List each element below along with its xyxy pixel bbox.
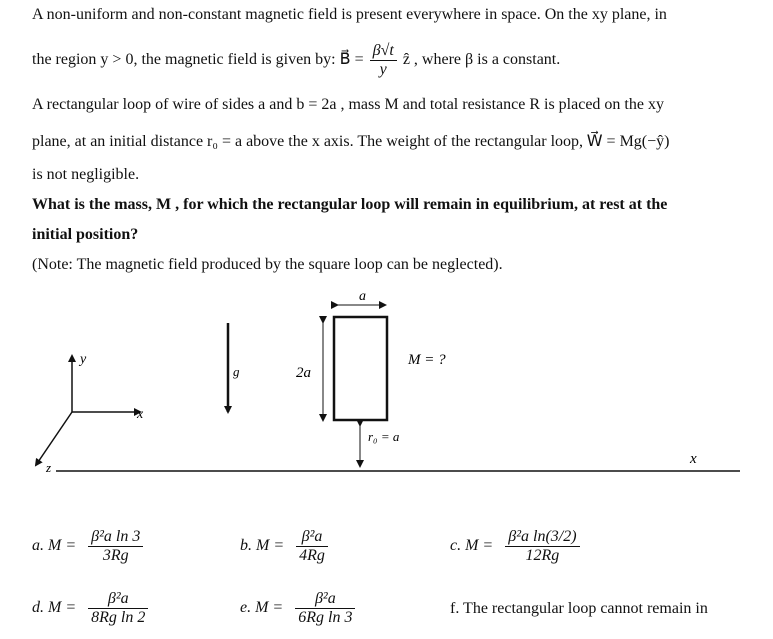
question-line-2: initial position? [32, 226, 139, 243]
field-tail: ẑ , where β is a constant. [402, 51, 561, 69]
field-intro: the region y > 0, the magnetic field is given by: B⃗ = [32, 51, 364, 69]
option-b-denominator: 4Rg [299, 547, 325, 564]
option-a-label: a. M = [32, 537, 77, 555]
gravity-label: g [233, 364, 240, 379]
option-f-text: f. The rectangular loop cannot remain in [450, 600, 708, 617]
option-a-denominator: 3Rg [102, 547, 129, 564]
option-b-label: b. M = [240, 537, 285, 555]
option-d-denominator: 8Rg ln 2 [91, 609, 146, 626]
option-c[interactable] [450, 528, 582, 565]
option-e-fraction [295, 590, 355, 627]
problem-line-3: A rectangular loop of wire of sides a and b = 2a , mass M and total resistance R is placed on the xy [32, 96, 664, 113]
note-line: (Note: The magnetic field produced by the square loop can be neglected). [32, 256, 503, 273]
problem-line-1: A non-uniform and non-constant magnetic field is present everywhere in space. On the xy plane, in [32, 6, 667, 23]
option-a[interactable] [32, 528, 145, 565]
option-c-label: c. M = [450, 537, 494, 555]
option-b[interactable] [240, 528, 330, 565]
option-c-denominator: 12Rg [525, 547, 560, 564]
rectangular-loop [334, 317, 387, 420]
option-d-label: d. M = [32, 599, 77, 617]
width-label: a [359, 289, 366, 304]
problem-line-5: is not negligible. [32, 166, 140, 183]
option-e-label: e. M = [240, 599, 284, 617]
option-d-numerator: β²a [88, 590, 148, 609]
option-a-fraction [88, 528, 143, 565]
axis-x-small-label: x [137, 407, 144, 422]
question-line-1: What is the mass, M , for which the rectangular loop will remain in equilibrium, at rest at the [32, 196, 668, 213]
r0-label: r₀ = a [368, 429, 400, 444]
field-denominator: y [379, 61, 387, 78]
option-d[interactable] [32, 590, 150, 627]
axis-y-label: y [80, 352, 87, 367]
option-c-fraction [505, 528, 579, 565]
option-f[interactable] [450, 600, 708, 618]
small-z-axis [36, 412, 72, 465]
option-e[interactable] [240, 590, 357, 627]
option-d-fraction [88, 590, 148, 627]
option-a-numerator: β²a ln 3 [88, 528, 143, 547]
option-e-denominator: 6Rg ln 3 [298, 609, 353, 626]
option-b-fraction [296, 528, 328, 565]
field-numerator: β√t [370, 42, 397, 61]
axis-z-label: z [46, 460, 52, 475]
option-b-numerator: β²a [296, 528, 328, 547]
axis-x-label: x [690, 451, 697, 467]
option-e-numerator: β²a [295, 590, 355, 609]
option-c-numerator: β²a ln(3/2) [505, 528, 579, 547]
height-label: 2a [296, 365, 311, 381]
problem-line-4: plane, at an initial distance r₀ = a above the x axis. The weight of the rectangular loop, W⃗ = Mg(−ŷ) [32, 133, 670, 150]
mass-label: M = ? [408, 352, 446, 368]
